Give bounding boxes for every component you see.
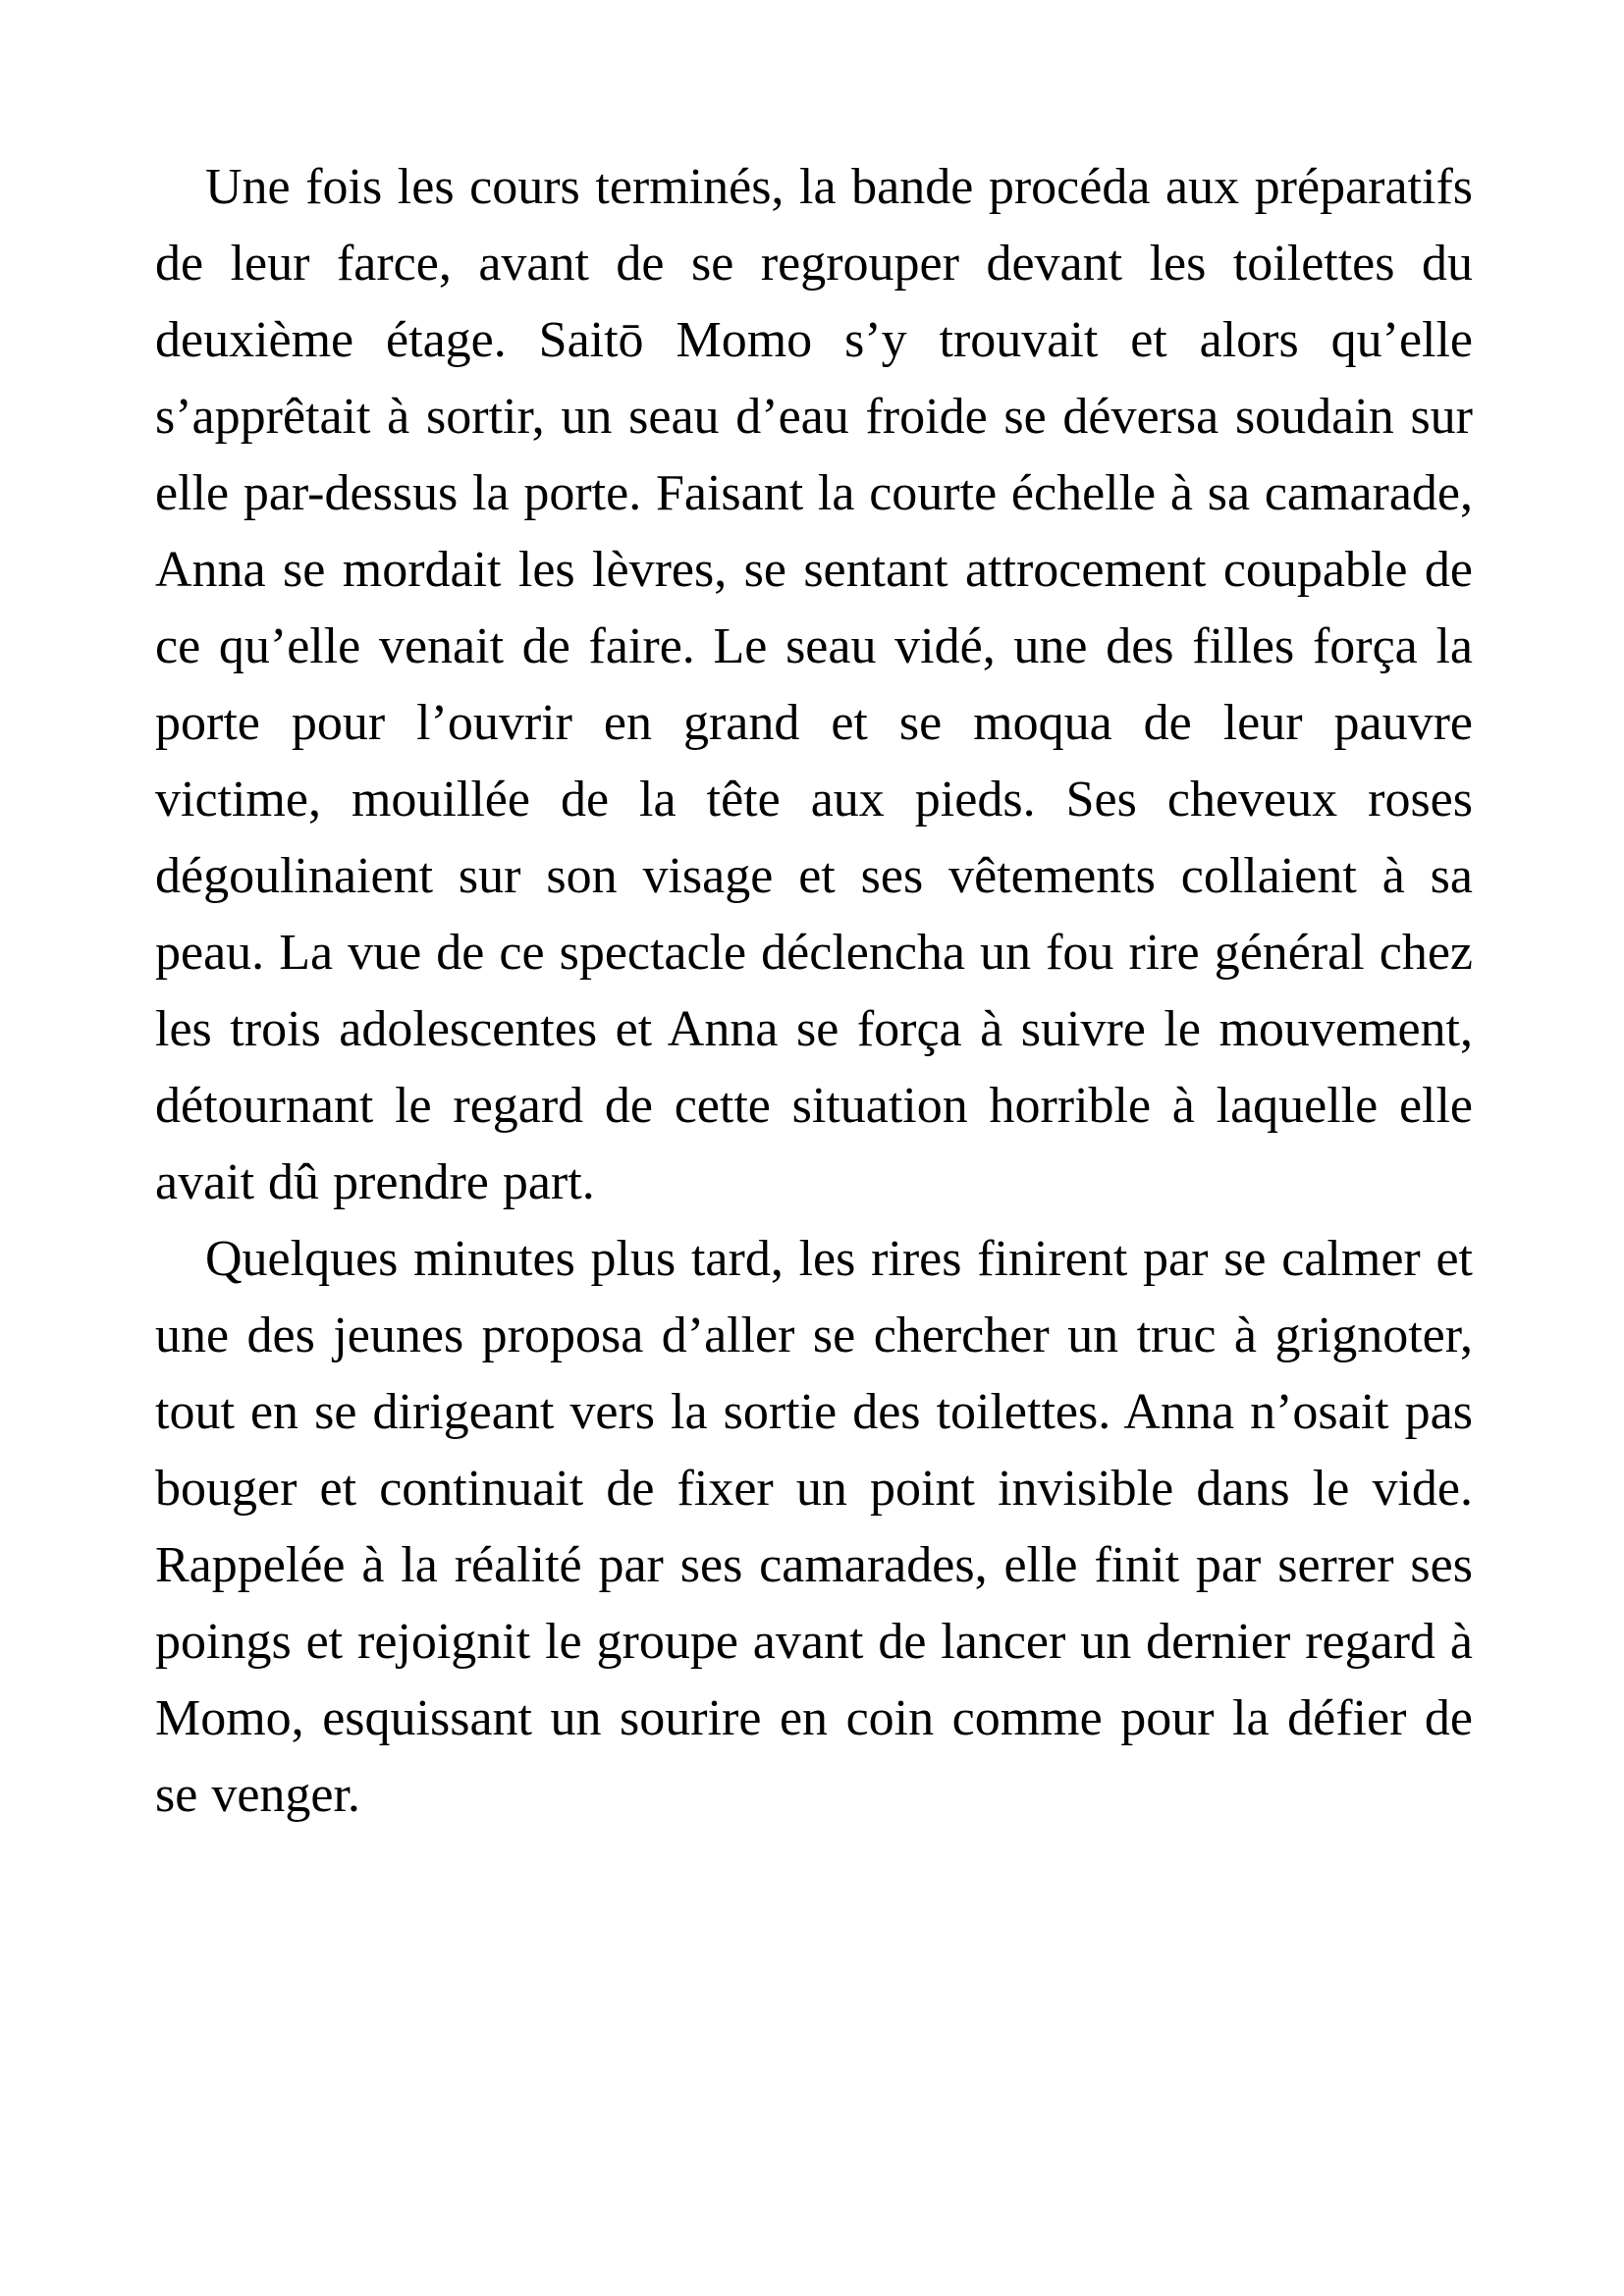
paragraph-2: Quelques minutes plus tard, les rires finirent par se calmer et une des jeunes proposa d’aller se chercher un truc à grignoter, tout en se dirigeant vers la sortie des toilettes. Anna n’osait pas bouger et continuait de fixer un point invisible dans le vide. Rappelée à la réalité par ses camarades, elle finit par serrer ses poings et rejoignit le groupe avant de lancer un dernier regard à Momo, esquissant un sourire en coin comme pour la défier de se venger.: [155, 1231, 1473, 1823]
paragraph-1: Une fois les cours terminés, la bande procéda aux préparatifs de leur farce, avant de se regrouper devant les toilettes du deuxième étage. Saitō Momo s’y trouvait et alors qu’elle s’apprêtait à sortir, un seau d’eau froide se déversa soudain sur elle par-dessus la porte. Faisant la courte échelle à sa camarade, Anna se mordait les lèvres, se sentant attrocement coupable de ce qu’elle venait de faire. Le seau vidé, une des filles força la porte pour l’ouvrir en grand et se moqua de leur pauvre victime, mouillée de la tête aux pieds. Ses cheveux roses dégoulinaient sur son visage et ses vêtements collaient à sa peau. La vue de ce spectacle déclencha un fou rire général chez les trois adolescentes et Anna se força à suivre le mouvement, détournant le regard de cette situation horrible à laquelle elle avait dû prendre part.: [155, 159, 1473, 1210]
